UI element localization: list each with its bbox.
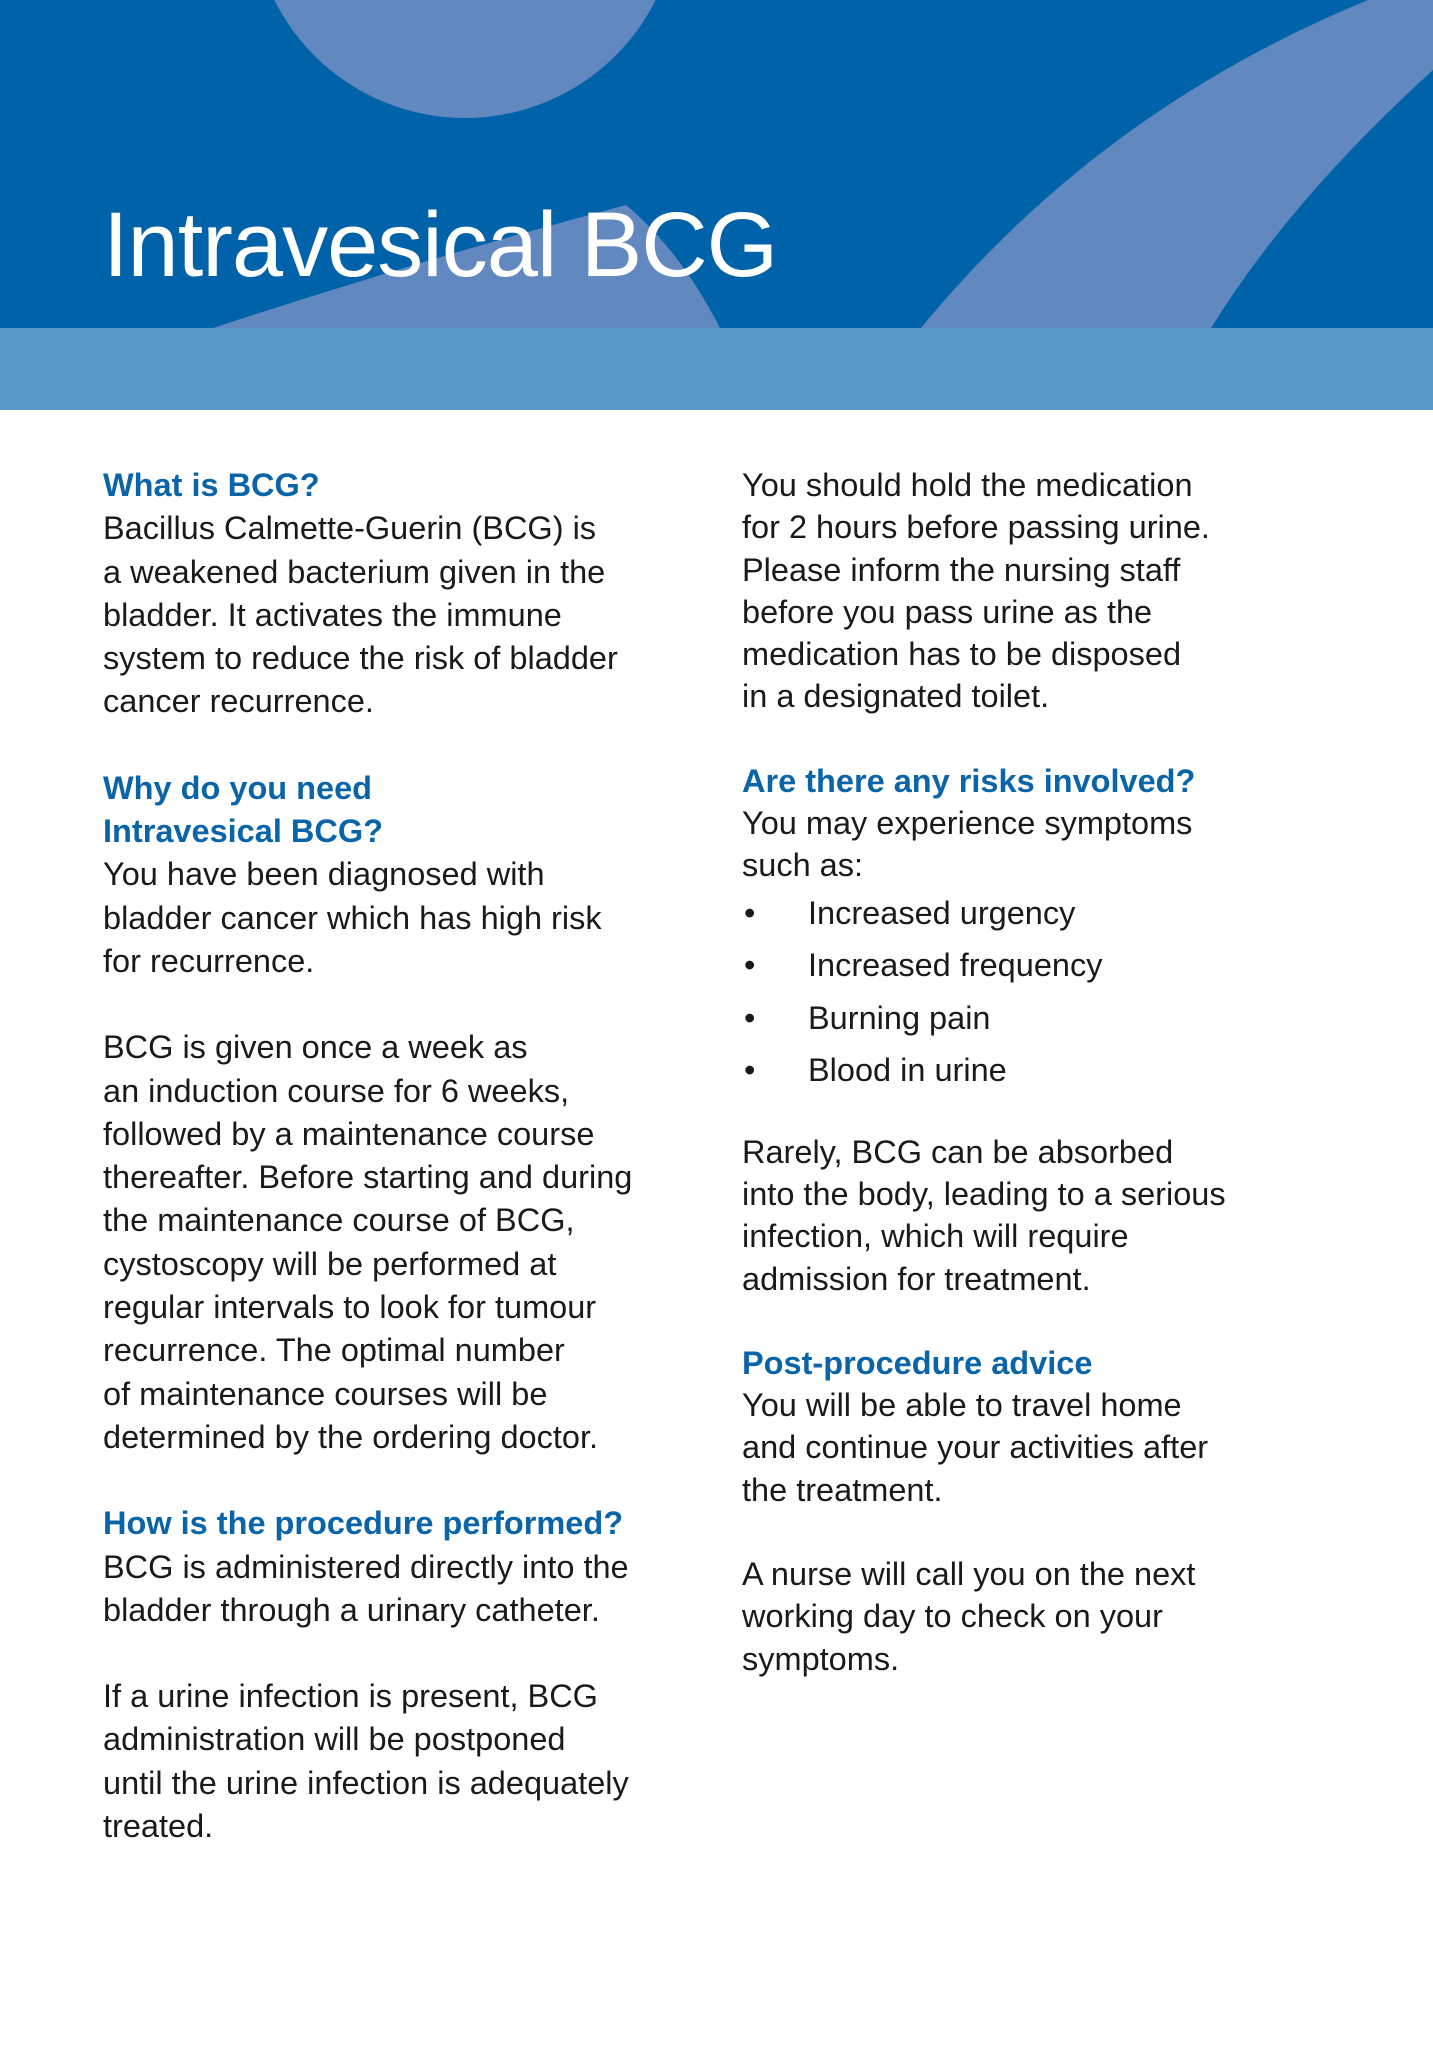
text-line: administration will be postponed xyxy=(103,1721,566,1758)
section-heading: What is BCG? xyxy=(103,467,320,503)
text-line: for 2 hours before passing urine. xyxy=(742,509,1210,546)
text-line: You will be able to travel home xyxy=(742,1387,1182,1424)
text-line: Please inform the nursing staff xyxy=(742,551,1181,588)
paragraph xyxy=(742,464,1382,718)
text-line: system to reduce the risk of bladder xyxy=(103,640,618,677)
paragraph xyxy=(742,1131,1382,1300)
section-heading: Why do you need xyxy=(103,769,373,806)
list-item-text: Increased frequency xyxy=(808,947,1103,984)
bullet-icon: • xyxy=(744,947,756,984)
text-line: You may experience symptoms xyxy=(742,805,1193,842)
section-heading: How is the procedure performed? xyxy=(103,1505,624,1542)
text-line: in a designated toilet. xyxy=(742,678,1050,715)
text-line: medication has to be disposed xyxy=(742,636,1182,673)
right-column xyxy=(742,464,1382,1680)
text-line: regular intervals to look for tumour xyxy=(103,1289,597,1326)
text-line: BCG is administered directly into the xyxy=(103,1548,629,1585)
paragraph xyxy=(103,853,703,983)
text-line: followed by a maintenance course xyxy=(103,1115,595,1152)
decorative-circle xyxy=(252,0,678,118)
section-heading: Intravesical BCG? xyxy=(103,813,383,850)
text-line: If a urine infection is present, BCG xyxy=(103,1678,598,1715)
section-heading: Post-procedure advice xyxy=(742,1344,1093,1381)
list-item xyxy=(742,939,1382,992)
bullet-icon: • xyxy=(744,1052,756,1089)
text-line: of maintenance courses will be xyxy=(103,1375,548,1412)
paragraph xyxy=(742,802,1382,887)
paragraph xyxy=(103,507,703,723)
symptom-list xyxy=(742,887,1382,1097)
paragraph xyxy=(742,1553,1382,1680)
text-line: a weakened bacterium given in the xyxy=(103,553,606,590)
paragraph xyxy=(103,1026,703,1459)
list-item-text: Blood in urine xyxy=(808,1052,1007,1089)
paragraph xyxy=(103,1675,703,1848)
text-line: for recurrence. xyxy=(103,942,315,979)
text-line: bladder through a urinary catheter. xyxy=(103,1591,600,1628)
text-line: into the body, leading to a serious xyxy=(742,1175,1226,1212)
paragraph xyxy=(742,1384,1382,1511)
text-line: and continue your activities after xyxy=(742,1429,1209,1466)
text-line: symptoms. xyxy=(742,1640,900,1677)
text-line: such as: xyxy=(742,847,864,884)
text-line: thereafter. Before starting and during xyxy=(103,1159,633,1196)
list-item xyxy=(742,1044,1382,1097)
bullet-icon: • xyxy=(744,999,756,1036)
paragraph xyxy=(103,1546,703,1633)
text-line: the maintenance course of BCG, xyxy=(103,1202,575,1239)
page-title: Intravesical BCG xyxy=(103,194,778,296)
text-line: cancer recurrence. xyxy=(103,683,374,720)
left-column xyxy=(103,464,703,1848)
text-line: You have been diagnosed with xyxy=(103,856,545,893)
text-line: before you pass urine as the xyxy=(742,593,1153,630)
text-line: A nurse will call you on the next xyxy=(742,1556,1196,1593)
text-line: admission for treatment. xyxy=(742,1260,1091,1297)
text-line: infection, which will require xyxy=(742,1218,1129,1255)
text-line: recurrence. The optimal number xyxy=(103,1332,565,1369)
text-line: treated. xyxy=(103,1808,214,1845)
text-line: You should hold the medication xyxy=(742,467,1193,503)
text-line: determined by the ordering doctor. xyxy=(103,1418,599,1455)
list-item xyxy=(742,992,1382,1045)
text-line: cystoscopy will be performed at xyxy=(103,1245,557,1282)
text-line: the treatment. xyxy=(742,1471,943,1508)
text-line: bladder. It activates the immune xyxy=(103,596,562,633)
text-line: an induction course for 6 weeks, xyxy=(103,1072,570,1109)
list-item-text: Burning pain xyxy=(808,999,991,1036)
text-line: until the urine infection is adequately xyxy=(103,1764,629,1801)
bullet-icon: • xyxy=(744,894,756,931)
list-item xyxy=(742,887,1382,940)
list-item-text: Increased urgency xyxy=(808,894,1076,931)
text-line: Rarely, BCG can be absorbed xyxy=(742,1133,1174,1170)
text-line: working day to check on your xyxy=(742,1598,1163,1635)
section-heading: Are there any risks involved? xyxy=(742,762,1196,799)
header-band xyxy=(0,328,1433,410)
text-line: bladder cancer which has high risk xyxy=(103,899,602,936)
text-line: BCG is given once a week as xyxy=(103,1029,528,1066)
decorative-swoosh xyxy=(921,0,1433,328)
text-line: Bacillus Calmette-Guerin (BCG) is xyxy=(103,510,597,547)
